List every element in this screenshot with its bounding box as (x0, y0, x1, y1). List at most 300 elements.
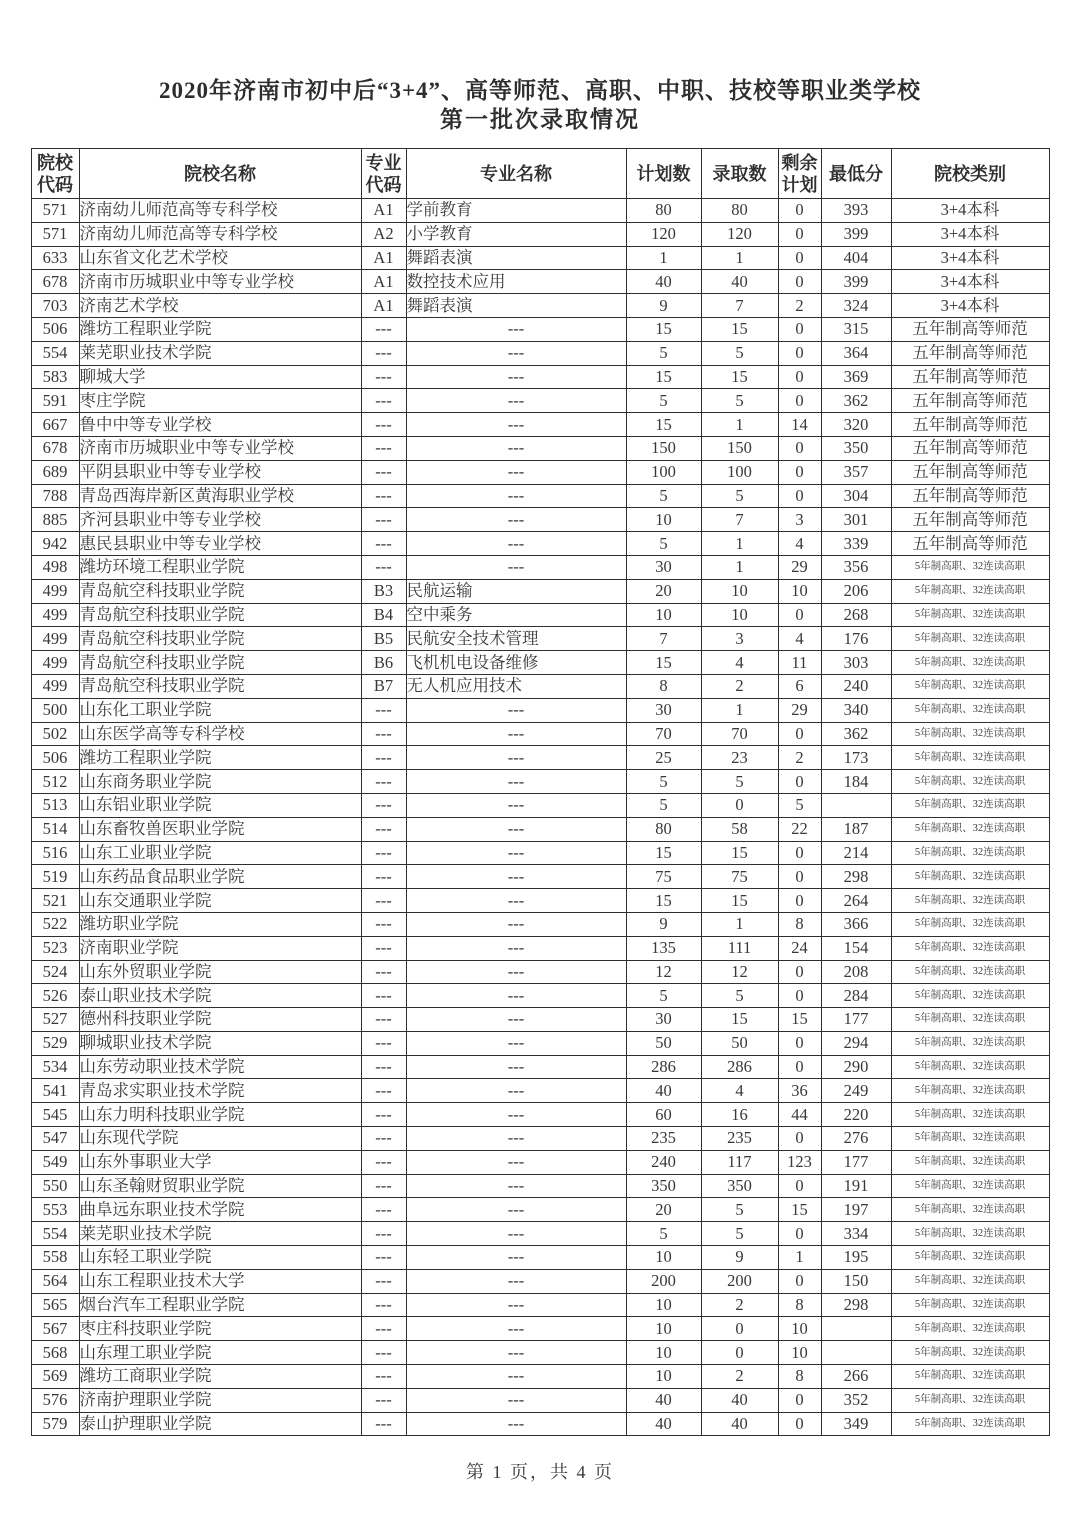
cell-plan-count: 8 (626, 674, 701, 698)
cell-school-code: 571 (31, 199, 79, 223)
cell-min-score: 195 (821, 1246, 891, 1270)
cell-major-name: --- (406, 841, 626, 865)
table-row (31, 1174, 1049, 1198)
cell-min-score: 301 (821, 508, 891, 532)
table-row (31, 1341, 1049, 1365)
cell-school-code: 534 (31, 1055, 79, 1079)
cell-admit-count: 12 (701, 960, 778, 984)
cell-admit-count: 7 (701, 294, 778, 318)
cell-major-code: --- (361, 841, 406, 865)
cell-major-name: 民航运输 (406, 579, 626, 603)
cell-school-category: 5年制高职、32连读高职 (891, 1317, 1049, 1341)
cell-major-name: --- (406, 1198, 626, 1222)
cell-major-name: 飞机机电设备维修 (406, 651, 626, 675)
cell-remaining-plan: 0 (778, 841, 821, 865)
cell-min-score: 268 (821, 603, 891, 627)
cell-school-name: 山东轻工职业学院 (79, 1246, 361, 1270)
cell-major-code: --- (361, 1317, 406, 1341)
cell-major-name: --- (406, 984, 626, 1008)
cell-major-name: --- (406, 532, 626, 556)
cell-major-code: --- (361, 1150, 406, 1174)
table-row (31, 413, 1049, 437)
cell-major-code: --- (361, 960, 406, 984)
cell-school-code: 513 (31, 793, 79, 817)
cell-remaining-plan: 1 (778, 1246, 821, 1270)
cell-admit-count: 111 (701, 936, 778, 960)
cell-plan-count: 15 (626, 365, 701, 389)
cell-school-code: 499 (31, 579, 79, 603)
cell-plan-count: 20 (626, 1198, 701, 1222)
cell-major-code: --- (361, 984, 406, 1008)
header-remaining-plan: 剩余计划 (778, 149, 821, 199)
cell-school-code: 506 (31, 746, 79, 770)
cell-plan-count: 200 (626, 1269, 701, 1293)
table-row (31, 532, 1049, 556)
cell-admit-count: 15 (701, 317, 778, 341)
cell-min-score: 356 (821, 555, 891, 579)
cell-admit-count: 40 (701, 1412, 778, 1436)
cell-major-name: --- (406, 317, 626, 341)
cell-school-name: 莱芜职业技术学院 (79, 341, 361, 365)
cell-school-code: 524 (31, 960, 79, 984)
cell-major-code: --- (361, 1293, 406, 1317)
cell-plan-count: 40 (626, 1412, 701, 1436)
cell-school-name: 聊城大学 (79, 365, 361, 389)
cell-min-score: 362 (821, 389, 891, 413)
cell-remaining-plan: 0 (778, 1031, 821, 1055)
cell-min-score: 214 (821, 841, 891, 865)
cell-major-code: --- (361, 341, 406, 365)
cell-remaining-plan: 0 (778, 365, 821, 389)
cell-school-category: 5年制高职、32连读高职 (891, 1269, 1049, 1293)
cell-major-name: 小学教育 (406, 222, 626, 246)
cell-plan-count: 240 (626, 1150, 701, 1174)
cell-major-code: --- (361, 1103, 406, 1127)
cell-remaining-plan: 0 (778, 1127, 821, 1151)
cell-min-score: 334 (821, 1222, 891, 1246)
cell-school-code: 571 (31, 222, 79, 246)
table-row (31, 199, 1049, 223)
cell-school-category: 5年制高职、32连读高职 (891, 1388, 1049, 1412)
cell-plan-count: 7 (626, 627, 701, 651)
cell-remaining-plan: 3 (778, 508, 821, 532)
cell-remaining-plan: 0 (778, 1269, 821, 1293)
cell-school-code: 568 (31, 1341, 79, 1365)
cell-admit-count: 1 (701, 555, 778, 579)
table-header (31, 149, 1049, 199)
cell-major-code: --- (361, 1055, 406, 1079)
cell-major-code: A1 (361, 294, 406, 318)
cell-school-code: 885 (31, 508, 79, 532)
cell-plan-count: 80 (626, 817, 701, 841)
cell-min-score: 393 (821, 199, 891, 223)
cell-remaining-plan: 0 (778, 270, 821, 294)
cell-remaining-plan: 6 (778, 674, 821, 698)
table-row (31, 1222, 1049, 1246)
cell-school-category: 5年制高职、32连读高职 (891, 627, 1049, 651)
cell-min-score: 364 (821, 341, 891, 365)
table-row (31, 603, 1049, 627)
cell-school-code: 502 (31, 722, 79, 746)
cell-min-score: 187 (821, 817, 891, 841)
cell-school-code: 499 (31, 651, 79, 675)
cell-major-code: --- (361, 1031, 406, 1055)
cell-school-code: 529 (31, 1031, 79, 1055)
cell-remaining-plan: 0 (778, 722, 821, 746)
table-row (31, 1293, 1049, 1317)
cell-admit-count: 5 (701, 341, 778, 365)
cell-major-name: 舞蹈表演 (406, 246, 626, 270)
cell-plan-count: 9 (626, 912, 701, 936)
cell-remaining-plan: 10 (778, 1317, 821, 1341)
cell-school-category: 3+4本科 (891, 246, 1049, 270)
cell-remaining-plan: 0 (778, 1388, 821, 1412)
cell-plan-count: 135 (626, 936, 701, 960)
cell-remaining-plan: 0 (778, 1222, 821, 1246)
cell-school-code: 569 (31, 1365, 79, 1389)
cell-major-code: B3 (361, 579, 406, 603)
cell-remaining-plan: 0 (778, 389, 821, 413)
cell-major-name: --- (406, 1269, 626, 1293)
header-school-name: 院校名称 (79, 149, 361, 199)
cell-major-name: --- (406, 1246, 626, 1270)
cell-admit-count: 1 (701, 912, 778, 936)
cell-admit-count: 5 (701, 484, 778, 508)
cell-school-category: 五年制高等师范 (891, 532, 1049, 556)
cell-school-name: 山东外事职业大学 (79, 1150, 361, 1174)
cell-school-category: 5年制高职、32连读高职 (891, 746, 1049, 770)
cell-major-code: A1 (361, 246, 406, 270)
cell-school-category: 5年制高职、32连读高职 (891, 1198, 1049, 1222)
cell-min-score: 264 (821, 889, 891, 913)
cell-min-score: 357 (821, 460, 891, 484)
cell-school-code: 565 (31, 1293, 79, 1317)
cell-school-name: 青岛求实职业技术学院 (79, 1079, 361, 1103)
cell-school-code: 522 (31, 912, 79, 936)
cell-admit-count: 75 (701, 865, 778, 889)
cell-school-category: 五年制高等师范 (891, 389, 1049, 413)
table-row (31, 341, 1049, 365)
cell-remaining-plan: 0 (778, 199, 821, 223)
cell-remaining-plan: 0 (778, 341, 821, 365)
table-row (31, 651, 1049, 675)
cell-plan-count: 5 (626, 532, 701, 556)
cell-school-name: 青岛航空科技职业学院 (79, 651, 361, 675)
cell-min-score: 173 (821, 746, 891, 770)
cell-plan-count: 25 (626, 746, 701, 770)
cell-major-code: --- (361, 413, 406, 437)
header-major-name: 专业名称 (406, 149, 626, 199)
cell-school-name: 青岛航空科技职业学院 (79, 627, 361, 651)
cell-plan-count: 5 (626, 1222, 701, 1246)
cell-min-score: 184 (821, 770, 891, 794)
cell-admit-count: 5 (701, 389, 778, 413)
table-row (31, 746, 1049, 770)
cell-school-category: 5年制高职、32连读高职 (891, 722, 1049, 746)
cell-school-name: 济南护理职业学院 (79, 1388, 361, 1412)
cell-remaining-plan: 8 (778, 912, 821, 936)
cell-major-code: --- (361, 460, 406, 484)
cell-school-name: 青岛航空科技职业学院 (79, 579, 361, 603)
title-line-2: 第一批次录取情况 (440, 107, 640, 132)
cell-remaining-plan: 29 (778, 698, 821, 722)
cell-admit-count: 235 (701, 1127, 778, 1151)
cell-school-code: 514 (31, 817, 79, 841)
cell-major-name: --- (406, 936, 626, 960)
cell-min-score: 366 (821, 912, 891, 936)
cell-major-code: --- (361, 817, 406, 841)
cell-school-name: 枣庄学院 (79, 389, 361, 413)
cell-plan-count: 350 (626, 1174, 701, 1198)
cell-major-code: --- (361, 436, 406, 460)
cell-remaining-plan: 0 (778, 889, 821, 913)
cell-major-name: --- (406, 508, 626, 532)
table-row (31, 460, 1049, 484)
cell-remaining-plan: 10 (778, 579, 821, 603)
cell-school-category: 五年制高等师范 (891, 365, 1049, 389)
cell-school-category: 5年制高职、32连读高职 (891, 1365, 1049, 1389)
cell-plan-count: 235 (626, 1127, 701, 1151)
cell-school-category: 5年制高职、32连读高职 (891, 1246, 1049, 1270)
title-line-1: 2020年济南市初中后“3+4”、高等师范、高职、中职、技校等职业类学校 (158, 78, 922, 103)
cell-school-code: 553 (31, 1198, 79, 1222)
table-row (31, 1127, 1049, 1151)
cell-school-code: 499 (31, 627, 79, 651)
cell-plan-count: 10 (626, 508, 701, 532)
table-row (31, 222, 1049, 246)
cell-school-category: 5年制高职、32连读高职 (891, 651, 1049, 675)
cell-major-code: --- (361, 389, 406, 413)
cell-min-score: 298 (821, 865, 891, 889)
cell-plan-count: 10 (626, 1246, 701, 1270)
table-row (31, 722, 1049, 746)
cell-admit-count: 1 (701, 246, 778, 270)
cell-school-category: 五年制高等师范 (891, 508, 1049, 532)
cell-admit-count: 4 (701, 1079, 778, 1103)
cell-school-code: 558 (31, 1246, 79, 1270)
cell-plan-count: 30 (626, 698, 701, 722)
cell-admit-count: 5 (701, 1198, 778, 1222)
cell-school-name: 山东交通职业学院 (79, 889, 361, 913)
cell-min-score: 340 (821, 698, 891, 722)
cell-remaining-plan: 0 (778, 246, 821, 270)
table-row (31, 317, 1049, 341)
cell-major-name: --- (406, 1293, 626, 1317)
cell-major-code: --- (361, 1079, 406, 1103)
cell-school-category: 5年制高职、32连读高职 (891, 698, 1049, 722)
cell-school-name: 山东畜牧兽医职业学院 (79, 817, 361, 841)
cell-school-code: 512 (31, 770, 79, 794)
cell-remaining-plan: 14 (778, 413, 821, 437)
table-row (31, 627, 1049, 651)
cell-major-name: --- (406, 341, 626, 365)
table-row (31, 1103, 1049, 1127)
cell-school-name: 山东商务职业学院 (79, 770, 361, 794)
cell-min-score: 284 (821, 984, 891, 1008)
cell-major-code: --- (361, 936, 406, 960)
cell-major-name: --- (406, 817, 626, 841)
cell-school-name: 济南幼儿师范高等专科学校 (79, 222, 361, 246)
cell-school-name: 山东省文化艺术学校 (79, 246, 361, 270)
cell-min-score: 315 (821, 317, 891, 341)
cell-school-code: 788 (31, 484, 79, 508)
cell-major-name: --- (406, 389, 626, 413)
cell-school-name: 潍坊工程职业学院 (79, 317, 361, 341)
cell-major-name: --- (406, 1008, 626, 1032)
cell-school-name: 山东劳动职业技术学院 (79, 1055, 361, 1079)
table-row (31, 1412, 1049, 1436)
cell-major-name: --- (406, 1341, 626, 1365)
cell-school-name: 山东力明科技职业学院 (79, 1103, 361, 1127)
cell-plan-count: 20 (626, 579, 701, 603)
cell-admit-count: 117 (701, 1150, 778, 1174)
table-row (31, 1246, 1049, 1270)
cell-major-name: --- (406, 960, 626, 984)
cell-admit-count: 15 (701, 1008, 778, 1032)
cell-school-name: 济南市历城职业中等专业学校 (79, 436, 361, 460)
cell-school-code: 667 (31, 413, 79, 437)
cell-major-code: A1 (361, 199, 406, 223)
cell-school-code: 678 (31, 436, 79, 460)
cell-major-code: --- (361, 508, 406, 532)
cell-min-score: 290 (821, 1055, 891, 1079)
cell-plan-count: 10 (626, 1317, 701, 1341)
cell-plan-count: 10 (626, 1341, 701, 1365)
cell-admit-count: 100 (701, 460, 778, 484)
cell-min-score: 240 (821, 674, 891, 698)
cell-school-category: 五年制高等师范 (891, 436, 1049, 460)
cell-school-category: 5年制高职、32连读高职 (891, 1174, 1049, 1198)
cell-school-code: 498 (31, 555, 79, 579)
cell-major-code: B6 (361, 651, 406, 675)
table-row (31, 936, 1049, 960)
cell-plan-count: 100 (626, 460, 701, 484)
cell-major-name: --- (406, 1150, 626, 1174)
cell-school-category: 五年制高等师范 (891, 341, 1049, 365)
cell-plan-count: 80 (626, 199, 701, 223)
cell-school-code: 549 (31, 1150, 79, 1174)
cell-school-category: 3+4本科 (891, 199, 1049, 223)
cell-school-name: 济南幼儿师范高等专科学校 (79, 199, 361, 223)
cell-plan-count: 9 (626, 294, 701, 318)
cell-major-name: 数控技术应用 (406, 270, 626, 294)
cell-plan-count: 10 (626, 1365, 701, 1389)
table-row (31, 1365, 1049, 1389)
table-row (31, 841, 1049, 865)
cell-major-name: --- (406, 1031, 626, 1055)
cell-remaining-plan: 0 (778, 603, 821, 627)
cell-major-code: --- (361, 793, 406, 817)
cell-min-score: 177 (821, 1008, 891, 1032)
cell-min-score: 399 (821, 222, 891, 246)
cell-school-code: 547 (31, 1127, 79, 1151)
cell-school-name: 山东圣翰财贸职业学院 (79, 1174, 361, 1198)
cell-school-category: 5年制高职、32连读高职 (891, 1412, 1049, 1436)
cell-min-score: 197 (821, 1198, 891, 1222)
table-row (31, 555, 1049, 579)
cell-school-category: 5年制高职、32连读高职 (891, 1341, 1049, 1365)
cell-school-category: 5年制高职、32连读高职 (891, 984, 1049, 1008)
cell-school-name: 枣庄科技职业学院 (79, 1317, 361, 1341)
cell-admit-count: 150 (701, 436, 778, 460)
cell-remaining-plan: 0 (778, 484, 821, 508)
header-plan-count: 计划数 (626, 149, 701, 199)
cell-admit-count: 2 (701, 674, 778, 698)
cell-plan-count: 286 (626, 1055, 701, 1079)
cell-school-name: 山东工业职业学院 (79, 841, 361, 865)
cell-school-category: 5年制高职、32连读高职 (891, 674, 1049, 698)
cell-school-code: 523 (31, 936, 79, 960)
cell-min-score: 298 (821, 1293, 891, 1317)
cell-major-name: --- (406, 722, 626, 746)
cell-plan-count: 70 (626, 722, 701, 746)
cell-plan-count: 5 (626, 793, 701, 817)
cell-min-score: 150 (821, 1269, 891, 1293)
cell-min-score: 177 (821, 1150, 891, 1174)
cell-remaining-plan: 29 (778, 555, 821, 579)
cell-major-name: --- (406, 555, 626, 579)
cell-school-name: 青岛航空科技职业学院 (79, 603, 361, 627)
cell-school-category: 5年制高职、32连读高职 (891, 960, 1049, 984)
cell-plan-count: 120 (626, 222, 701, 246)
cell-remaining-plan: 123 (778, 1150, 821, 1174)
cell-major-name: 空中乘务 (406, 603, 626, 627)
cell-school-category: 5年制高职、32连读高职 (891, 1222, 1049, 1246)
cell-school-category: 5年制高职、32连读高职 (891, 1103, 1049, 1127)
cell-remaining-plan: 2 (778, 746, 821, 770)
table-row (31, 960, 1049, 984)
cell-plan-count: 40 (626, 1079, 701, 1103)
cell-admit-count: 15 (701, 365, 778, 389)
cell-school-category: 5年制高职、32连读高职 (891, 912, 1049, 936)
cell-plan-count: 5 (626, 389, 701, 413)
cell-school-name: 山东铝业职业学院 (79, 793, 361, 817)
table-row (31, 770, 1049, 794)
cell-remaining-plan: 0 (778, 984, 821, 1008)
cell-school-category: 5年制高职、32连读高职 (891, 1127, 1049, 1151)
header-min-score: 最低分 (821, 149, 891, 199)
cell-major-name: --- (406, 460, 626, 484)
table-row (31, 389, 1049, 413)
cell-plan-count: 40 (626, 270, 701, 294)
cell-school-category: 5年制高职、32连读高职 (891, 841, 1049, 865)
cell-major-name: --- (406, 1412, 626, 1436)
cell-min-score: 339 (821, 532, 891, 556)
table-row (31, 294, 1049, 318)
cell-major-code: --- (361, 1198, 406, 1222)
cell-major-code: --- (361, 1412, 406, 1436)
header-row (31, 149, 1049, 199)
cell-school-name: 烟台汽车工程职业学院 (79, 1293, 361, 1317)
cell-school-code: 564 (31, 1269, 79, 1293)
table-row (31, 1008, 1049, 1032)
cell-admit-count: 16 (701, 1103, 778, 1127)
cell-admit-count: 5 (701, 984, 778, 1008)
cell-min-score: 324 (821, 294, 891, 318)
cell-major-code: --- (361, 1269, 406, 1293)
cell-major-code: --- (361, 365, 406, 389)
cell-remaining-plan: 0 (778, 1412, 821, 1436)
cell-min-score: 176 (821, 627, 891, 651)
cell-major-name: 无人机应用技术 (406, 674, 626, 698)
cell-admit-count: 200 (701, 1269, 778, 1293)
table-row (31, 436, 1049, 460)
cell-plan-count: 30 (626, 1008, 701, 1032)
cell-admit-count: 0 (701, 1341, 778, 1365)
cell-school-category: 3+4本科 (891, 270, 1049, 294)
cell-school-category: 3+4本科 (891, 222, 1049, 246)
cell-school-code: 521 (31, 889, 79, 913)
